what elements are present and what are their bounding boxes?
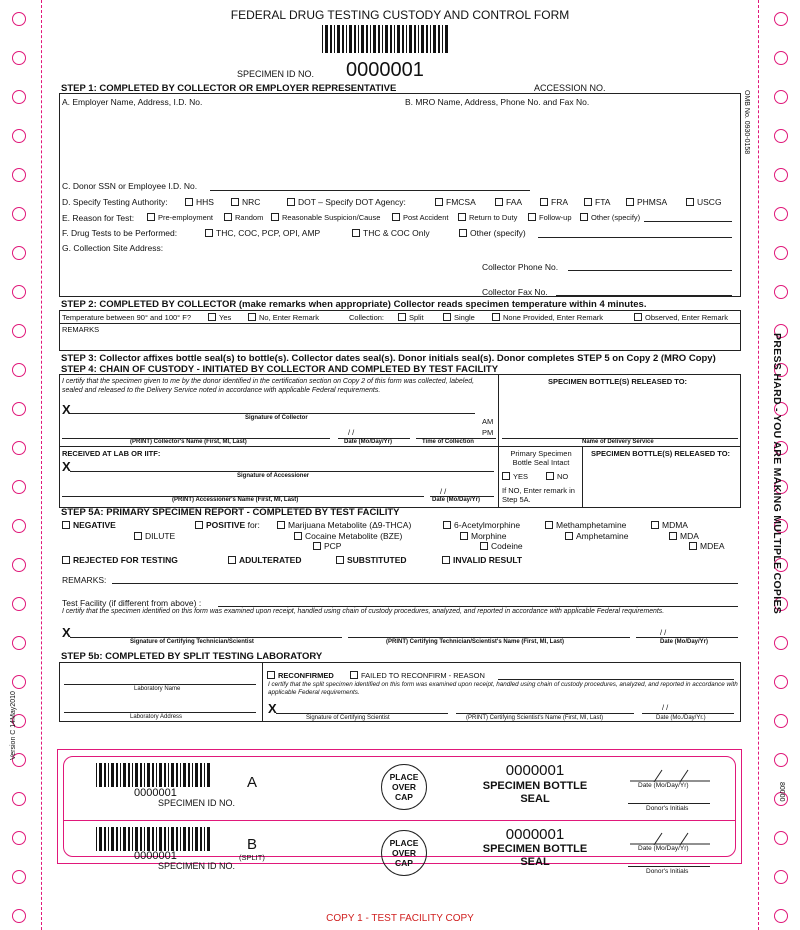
step2-divider — [59, 323, 741, 324]
technician-signature-line[interactable] — [70, 637, 342, 638]
split-name-line[interactable] — [456, 713, 634, 714]
collection-none[interactable]: None Provided, Enter Remark — [492, 313, 603, 322]
seal-b-initials-line[interactable] — [628, 866, 710, 867]
tractor-hole — [12, 441, 26, 455]
collection-label: Collection: — [349, 313, 385, 322]
tractor-hole — [12, 51, 26, 65]
reason-suspicion[interactable]: Reasonable Suspicion/Cause — [271, 213, 380, 222]
drug-mdma[interactable]: MDMA — [651, 520, 688, 530]
drug-6am[interactable]: 6-Acetylmorphine — [443, 520, 520, 530]
agency-fmcsa[interactable]: FMCSA — [435, 197, 476, 207]
step5b-vdivider — [262, 662, 263, 722]
seal-a-id-label: SPECIMEN ID NO. — [158, 798, 236, 808]
seal-b-seal-text-2: SEAL — [520, 856, 550, 868]
step5a-certification: I certify that the specimen identified on this form was examined upon receipt, handled using chain of custody procedures, analyzed, and reported in accordance with applicable Federal requirements. — [62, 608, 665, 615]
reason-label: E. Reason for Test: — [62, 213, 135, 223]
employer-label: A. Employer Name, Address, I.D. No. — [62, 97, 203, 107]
form-title: FEDERAL DRUG TESTING CUSTODY AND CONTROL FORM — [230, 8, 570, 22]
step5a-remarks-label: REMARKS: — [62, 575, 107, 585]
technician-x: X — [62, 625, 71, 640]
press-hard-notice: PRESS HARD - YOU ARE MAKING MULTIPLE COPIES — [771, 333, 783, 615]
authority-nrc[interactable]: NRC — [231, 197, 260, 207]
tractor-hole — [12, 519, 26, 533]
drug-cocaine[interactable]: Cocaine Metabolite (BZE) — [294, 531, 402, 541]
temperature-question: Temperature between 90° and 100° F? — [62, 313, 191, 322]
top-barcode — [322, 25, 450, 53]
split-date-line[interactable] — [642, 713, 734, 714]
am-label: AM — [482, 417, 494, 426]
omb-number: OMB No. 0930-0158 — [743, 90, 750, 155]
tractor-hole — [12, 168, 26, 182]
lab-address-label: Laboratory Address — [130, 714, 183, 720]
split-x: X — [268, 701, 277, 716]
tractor-hole — [12, 597, 26, 611]
authority-dot[interactable]: DOT – Specify DOT Agency: — [287, 197, 406, 207]
collector-x: X — [62, 402, 71, 417]
tractor-hole — [12, 792, 26, 806]
delivery-service-label: Name of Delivery Service — [582, 439, 654, 445]
seal-b-initials-label: Donor's Initials — [646, 868, 689, 875]
accessioner-signature-line[interactable] — [70, 471, 494, 472]
collector-fax-label: Collector Fax No. — [482, 287, 548, 297]
seal-a-date-label: Date (Mo/Day/Yr) — [638, 782, 689, 789]
collection-time-label: Time of Collection — [422, 439, 474, 445]
seal-b-seal-text-1: SPECIMEN BOTTLE — [482, 843, 588, 855]
reason-return-duty[interactable]: Return to Duty — [458, 213, 517, 222]
seal-a-initials-line[interactable] — [628, 803, 710, 804]
test-other[interactable]: Other (specify) — [459, 228, 526, 238]
step5b-certification: I certify that the split specimen identified on this form was examined upon receipt, handled using chain of custody procedures, analyzed, and reported in accordance with applicable Federal requirements. — [268, 681, 738, 696]
tractor-hole — [12, 480, 26, 494]
tractor-hole — [12, 363, 26, 377]
collector-phone-label: Collector Phone No. — [482, 262, 559, 272]
result-positive[interactable]: POSITIVE for: — [195, 520, 260, 530]
collection-observed[interactable]: Observed, Enter Remark — [634, 313, 728, 322]
lab-name-line[interactable] — [64, 684, 256, 685]
seal-a-initials-label: Donor's Initials — [646, 805, 689, 812]
technician-name-line[interactable] — [348, 637, 630, 638]
step2-header: STEP 2: COMPLETED BY COLLECTOR (make remarks when appropriate) Collector reads specimen temperature within 4 minutes. — [61, 299, 647, 310]
reason-other-line[interactable] — [644, 221, 732, 222]
agency-fta[interactable]: FTA — [584, 197, 610, 207]
collector-phone-line[interactable] — [568, 270, 732, 271]
authority-hhs[interactable]: HHS — [185, 197, 214, 207]
tractor-hole — [774, 285, 788, 299]
split-date-slashes: / / — [662, 703, 669, 712]
tractor-hole — [12, 246, 26, 260]
collector-certification: I certify that the specimen given to me by the donor identified in the certification section on Copy 2 of this form was collected, labeled, sealed and released to the Delivery Service noted in accordance with applicable Federal requirements. — [62, 378, 475, 394]
seal-strip-divider — [63, 820, 736, 821]
step4-hdivider — [59, 446, 741, 447]
seal-vdivider — [582, 446, 583, 508]
test-facility-line[interactable] — [218, 606, 738, 607]
tractor-hole — [12, 402, 26, 416]
result-dilute[interactable]: DILUTE — [134, 531, 175, 541]
tractor-hole — [774, 90, 788, 104]
accessioner-signature-label: Signature of Accessioner — [237, 473, 310, 479]
test-five-panel[interactable]: THC, COC, PCP, OPI, AMP — [205, 228, 320, 238]
left-perforation — [41, 0, 42, 930]
seal-b-seal-id: 0000001 — [505, 826, 565, 843]
seal-b-id-label: SPECIMEN ID NO. — [158, 861, 236, 871]
tractor-hole — [774, 714, 788, 728]
right-perforation — [758, 0, 759, 930]
accession-label: ACCESSION NO. — [534, 83, 606, 93]
seal-b-letter: B — [247, 836, 258, 853]
lab-name-label: Laboratory Name — [134, 686, 181, 692]
temp-no[interactable]: No, Enter Remark — [248, 313, 319, 322]
result-substituted[interactable]: SUBSTITUTED — [336, 555, 407, 565]
tractor-hole — [774, 753, 788, 767]
received-at-lab-label: RECEIVED AT LAB OR IITF: — [62, 449, 161, 458]
accessioner-x: X — [62, 459, 71, 474]
test-facility-label: Test Facility (if different from above) : — [62, 598, 202, 608]
released-to-2-label: SPECIMEN BOTTLE(S) RELEASED TO: — [591, 449, 731, 458]
result-negative[interactable]: NEGATIVE — [62, 520, 116, 530]
tractor-hole — [12, 558, 26, 572]
technician-name-label: (PRINT) Certifying Technician/Scientist's Name (First, MI, Last) — [386, 639, 565, 645]
seal-b-barcode — [96, 827, 214, 851]
donor-id-line[interactable] — [210, 190, 530, 191]
tractor-hole — [12, 870, 26, 884]
lab-address-line[interactable] — [64, 712, 256, 713]
receipt-date-label: Date (Mo/Day/Yr) — [432, 497, 481, 503]
accessioner-name-label: (PRINT) Accessioner's Name (First, MI, Last) — [172, 497, 299, 503]
seal-b-cap: PLACE OVER CAP — [381, 830, 427, 876]
seal-a-cap: PLACE OVER CAP — [381, 764, 427, 810]
failed-reason-line[interactable] — [498, 679, 734, 680]
tractor-hole — [774, 168, 788, 182]
tractor-hole — [774, 51, 788, 65]
seal-a-seal-text-2: SEAL — [520, 793, 550, 805]
tractor-hole — [774, 246, 788, 260]
split-signature-label: Signature of Certifying Scientist — [306, 715, 390, 721]
drug-amphetamine[interactable]: Amphetamine — [565, 531, 628, 541]
drug-methamphetamine[interactable]: Methamphetamine — [545, 520, 626, 530]
version-label: Version C 14May2010 — [10, 691, 17, 760]
pm-label: PM — [482, 428, 494, 437]
seal-b-date-label: Date (Mo/Day/Yr) — [638, 845, 689, 852]
drug-codeine[interactable]: Codeine — [480, 541, 523, 551]
tractor-hole — [12, 831, 26, 845]
seal-a-barcode — [96, 763, 214, 787]
split-failed[interactable]: FAILED TO RECONFIRM - REASON — [350, 671, 485, 680]
split-name-label: (PRINT) Certifying Scientist's Name (First, MI, Last) — [466, 715, 604, 721]
agency-uscg[interactable]: USCG — [686, 197, 722, 207]
tractor-hole — [774, 831, 788, 845]
split-signature-line[interactable] — [276, 713, 448, 714]
collection-date-slashes: / / — [348, 428, 355, 437]
result-rejected[interactable]: REJECTED FOR TESTING — [62, 555, 178, 565]
donor-id-label: C. Donor SSN or Employee I.D. No. — [62, 181, 198, 191]
seal-a-letter: A — [247, 774, 258, 791]
tractor-hole — [774, 675, 788, 689]
seal-if-no-note: If NO, Enter remark in Step 5A. — [502, 486, 575, 504]
agency-fra[interactable]: FRA — [540, 197, 568, 207]
specimen-id-label: SPECIMEN ID NO. — [237, 69, 315, 79]
seal-intact-yes[interactable]: YES — [502, 472, 528, 481]
form-number: 80000 — [778, 782, 785, 802]
receipt-date-slashes: / / — [440, 487, 447, 496]
drug-morphine[interactable]: Morphine — [460, 531, 506, 541]
tractor-hole — [774, 129, 788, 143]
tractor-hole — [12, 90, 26, 104]
seal-b-id: 0000001 — [134, 850, 177, 862]
drug-mda[interactable]: MDA — [669, 531, 699, 541]
tractor-hole — [12, 207, 26, 221]
step5a-remarks-line[interactable] — [112, 583, 738, 584]
seal-a-id: 0000001 — [134, 787, 177, 799]
tractor-hole — [774, 207, 788, 221]
collection-site-label: G. Collection Site Address: — [62, 243, 164, 253]
test-other-line[interactable] — [538, 237, 732, 238]
step1-box — [59, 93, 741, 297]
technician-signature-label: Signature of Certifying Technician/Scientist — [130, 639, 254, 645]
specimen-id: 0000001 — [346, 59, 424, 81]
authority-label: D. Specify Testing Authority: — [62, 197, 168, 207]
tractor-hole — [774, 870, 788, 884]
temp-yes[interactable]: Yes — [208, 313, 231, 322]
seal-a-seal-id: 0000001 — [505, 762, 565, 779]
step5a-date-line[interactable] — [636, 637, 738, 638]
copy-label: COPY 1 - TEST FACILITY COPY — [326, 913, 474, 924]
agency-phmsa[interactable]: PHMSA — [626, 197, 667, 207]
mro-label: B. MRO Name, Address, Phone No. and Fax No. — [405, 97, 590, 107]
reason-other[interactable]: Other (specify) — [580, 213, 640, 222]
tractor-hole — [12, 324, 26, 338]
tractor-hole — [12, 129, 26, 143]
reason-preemployment[interactable]: Pre-employment — [147, 213, 213, 222]
collector-fax-line[interactable] — [556, 295, 732, 296]
tractor-hole — [12, 285, 26, 299]
split-date-label: Date (Mo./Day/Yr.) — [656, 715, 706, 721]
tests-label: F. Drug Tests to be Performed: — [62, 228, 178, 238]
drug-mdea[interactable]: MDEA — [689, 541, 725, 551]
result-adulterated[interactable]: ADULTERATED — [228, 555, 301, 565]
step5a-date-label: Date (Mo/Day/Yr) — [660, 639, 709, 645]
collector-signature-label: Signature of Collector — [245, 415, 308, 421]
seal-b-split-label: (SPLIT) — [239, 853, 265, 862]
step4-vdivider — [498, 374, 499, 508]
reason-post-accident[interactable]: Post Accident — [392, 213, 448, 222]
step3-header: STEP 3: Collector affixes bottle seal(s) to bottle(s). Collector dates seal(s). Donor initials seal(s). Donor completes STEP 5 on Copy 2 (MRO Copy) — [61, 353, 716, 364]
collection-date-label: Date (Mo/Day/Yr) — [344, 439, 393, 445]
test-thc-coc[interactable]: THC & COC Only — [352, 228, 430, 238]
collection-split[interactable]: Split — [398, 313, 424, 322]
collector-name-label: (PRINT) Collector's Name (First, MI, Last) — [130, 439, 247, 445]
drug-marijuana[interactable]: Marijuana Metabolite (Δ9-THCA) — [277, 520, 411, 530]
step5b-header: STEP 5b: COMPLETED BY SPLIT TESTING LABORATORY — [61, 651, 323, 662]
tractor-hole — [774, 636, 788, 650]
tractor-hole — [12, 636, 26, 650]
step2-remarks-label: REMARKS — [62, 325, 100, 334]
reason-random[interactable]: Random — [224, 213, 263, 222]
drug-pcp[interactable]: PCP — [313, 541, 341, 551]
step5a-date-slashes: / / — [660, 628, 667, 637]
result-invalid[interactable]: INVALID RESULT — [442, 555, 522, 565]
step4-header: STEP 4: CHAIN OF CUSTODY - INITIATED BY COLLECTOR AND COMPLETED BY TEST FACILITY — [61, 364, 499, 375]
collector-signature-line[interactable] — [70, 413, 475, 414]
tractor-hole — [12, 675, 26, 689]
agency-faa[interactable]: FAA — [495, 197, 522, 207]
step5a-header: STEP 5A: PRIMARY SPECIMEN REPORT - COMPLETED BY TEST FACILITY — [61, 507, 400, 518]
step1-header: STEP 1: COMPLETED BY COLLECTOR OR EMPLOYER REPRESENTATIVE — [61, 83, 397, 94]
collection-single[interactable]: Single — [443, 313, 475, 322]
primary-seal-label: Primary Specimen Bottle Seal Intact — [510, 449, 572, 467]
seal-intact-no[interactable]: NO — [546, 472, 568, 481]
released-to-label: SPECIMEN BOTTLE(S) RELEASED TO: — [548, 377, 688, 386]
seal-a-seal-text-1: SPECIMEN BOTTLE — [482, 780, 588, 792]
split-reconfirmed[interactable]: RECONFIRMED — [267, 671, 334, 680]
reason-follow-up[interactable]: Follow-up — [528, 213, 572, 222]
